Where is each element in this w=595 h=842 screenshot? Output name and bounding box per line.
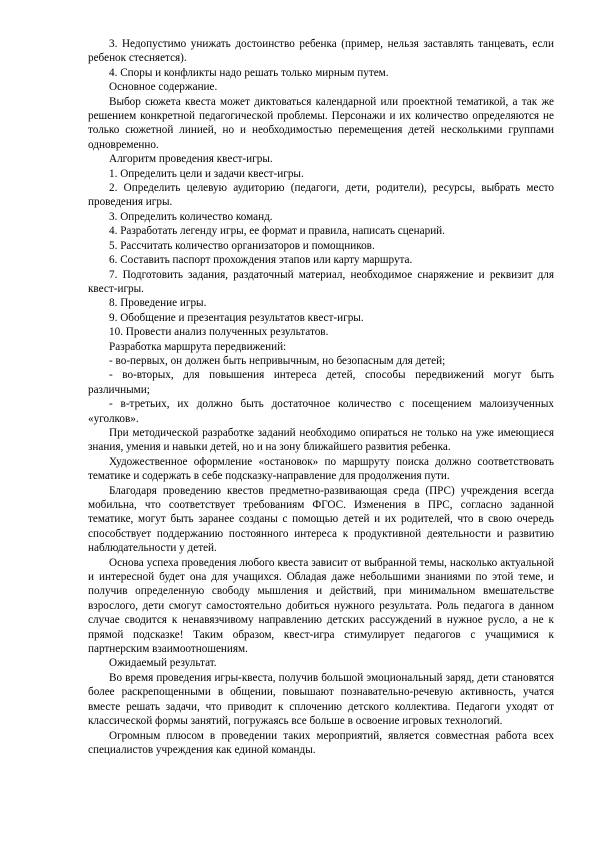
route-item-third: - в-третьих, их должно быть достаточное количество с посещением малоизученных «уголков».: [88, 398, 554, 425]
algorithm-step-4: 4. Разработать легенду игры, ее формат и правила, написать сценарий.: [109, 225, 445, 238]
paragraph-plot-choice: Выбор сюжета квеста может диктоваться календарной или проектной тематикой, а так же решением конкретной педагогической проблемы. Персонажи и их количество определяются не только сюжетной линией, но и необходимостью перемещения детей несколькими группами одновременно.: [88, 95, 554, 151]
algorithm-step-5: 5. Рассчитать количество организаторов и помощников.: [109, 239, 375, 252]
paragraph-design: Художественное оформление «остановок» по маршруту поиска должно соответствовать тематике и содержать в себе подсказку-направление для продолжения пути.: [88, 455, 554, 483]
algorithm-step-1: 1. Определить цели и задачи квест-игры.: [109, 167, 304, 180]
heading-expected-result: Ожидаемый результат.: [109, 657, 217, 670]
algorithm-step-2: 2. Определить целевую аудиторию (педагоги, дети, родители), ресурсы, выбрать место проведения игры.: [88, 182, 554, 209]
algorithm-step-7: 7. Подготовить задания, раздаточный материал, необходимое снаряжение и реквизит для квест-игры.: [88, 268, 554, 295]
route-item-first: - во-первых, он должен быть непривычным, но безопасным для детей;: [109, 354, 446, 367]
algorithm-step-6: 6. Составить паспорт прохождения этапов или карту маршрута.: [109, 254, 413, 267]
route-item-second: - во-вторых, для повышения интереса детей, способы передвижений могут быть различными;: [88, 369, 554, 396]
paragraph-tasks: При методической разработке заданий необходимо опираться не только на уже имеющиеся знания, умения и навыки детей, но и на зону ближайшего развития ребенка.: [88, 426, 554, 454]
document-page: [88, 37, 554, 757]
algorithm-step-10: 10. Провести анализ полученных результатов.: [109, 326, 329, 339]
paragraph-result: Во время проведения игры-квеста, получив большой эмоциональный заряд, дети становятся более раскрепощенными в общении, повышают познавательно-речевую активность, учатся вместе решать задачи, что приводит к сплочению детского коллектива. Педагоги уходят от классической формы занятий, погружаясь все больше в освоение игровых технологий.: [88, 671, 554, 728]
heading-main-content: Основное содержание.: [109, 81, 218, 94]
algorithm-step-3: 3. Определить количество команд.: [109, 210, 273, 223]
paragraph-conclusion: Огромным плюсом в проведении таких мероприятий, является совместная работа всех специалистов учреждения как единой команды.: [88, 729, 554, 756]
paragraph-rule-3: 3. Недопустимо унижать достоинство ребенка (пример, нельзя заставлять танцевать, если ребенок стесняется).: [88, 38, 554, 65]
paragraph-success: Основа успеха проведения любого квеста зависит от выбранной темы, насколько актуальной и интересной будет она для учащихся. Обладая даже небольшими знаниями по этой теме, и получив определенную свободу мышления и действий, при минимальном вмешательстве взрослого, дети смогут самостоятельно добиться нужного результата. Роль педагога в данном случае сводится к ненавязчивому направлению детских рассуждений в нужное русло, а не к прямой подсказке! Таким образом, квест-игра стимулирует педагогов с учащимися к партнерским взаимоотношениям.: [88, 556, 554, 656]
algorithm-step-8: 8. Проведение игры.: [109, 297, 207, 310]
heading-route: Разработка маршрута передвижений:: [109, 340, 287, 353]
paragraph-environment: Благодаря проведению квестов предметно-развивающая среда (ПРС) учреждения всегда мобильна, что соответствует требованиям ФГОС. Изменения в ПРС, согласно заданной тематике, могут быть заранее созданы с помощью детей и их родителей, что в свою очередь способствует поддержанию постоянного интереса к продуктивной деятельности и развитию наблюдательности у детей.: [88, 484, 554, 555]
heading-algorithm: Алгоритм проведения квест-игры.: [109, 153, 273, 166]
algorithm-step-9: 9. Обобщение и презентация результатов квест-игры.: [109, 311, 364, 324]
paragraph-rule-4: 4. Споры и конфликты надо решать только мирным путем.: [109, 66, 389, 79]
